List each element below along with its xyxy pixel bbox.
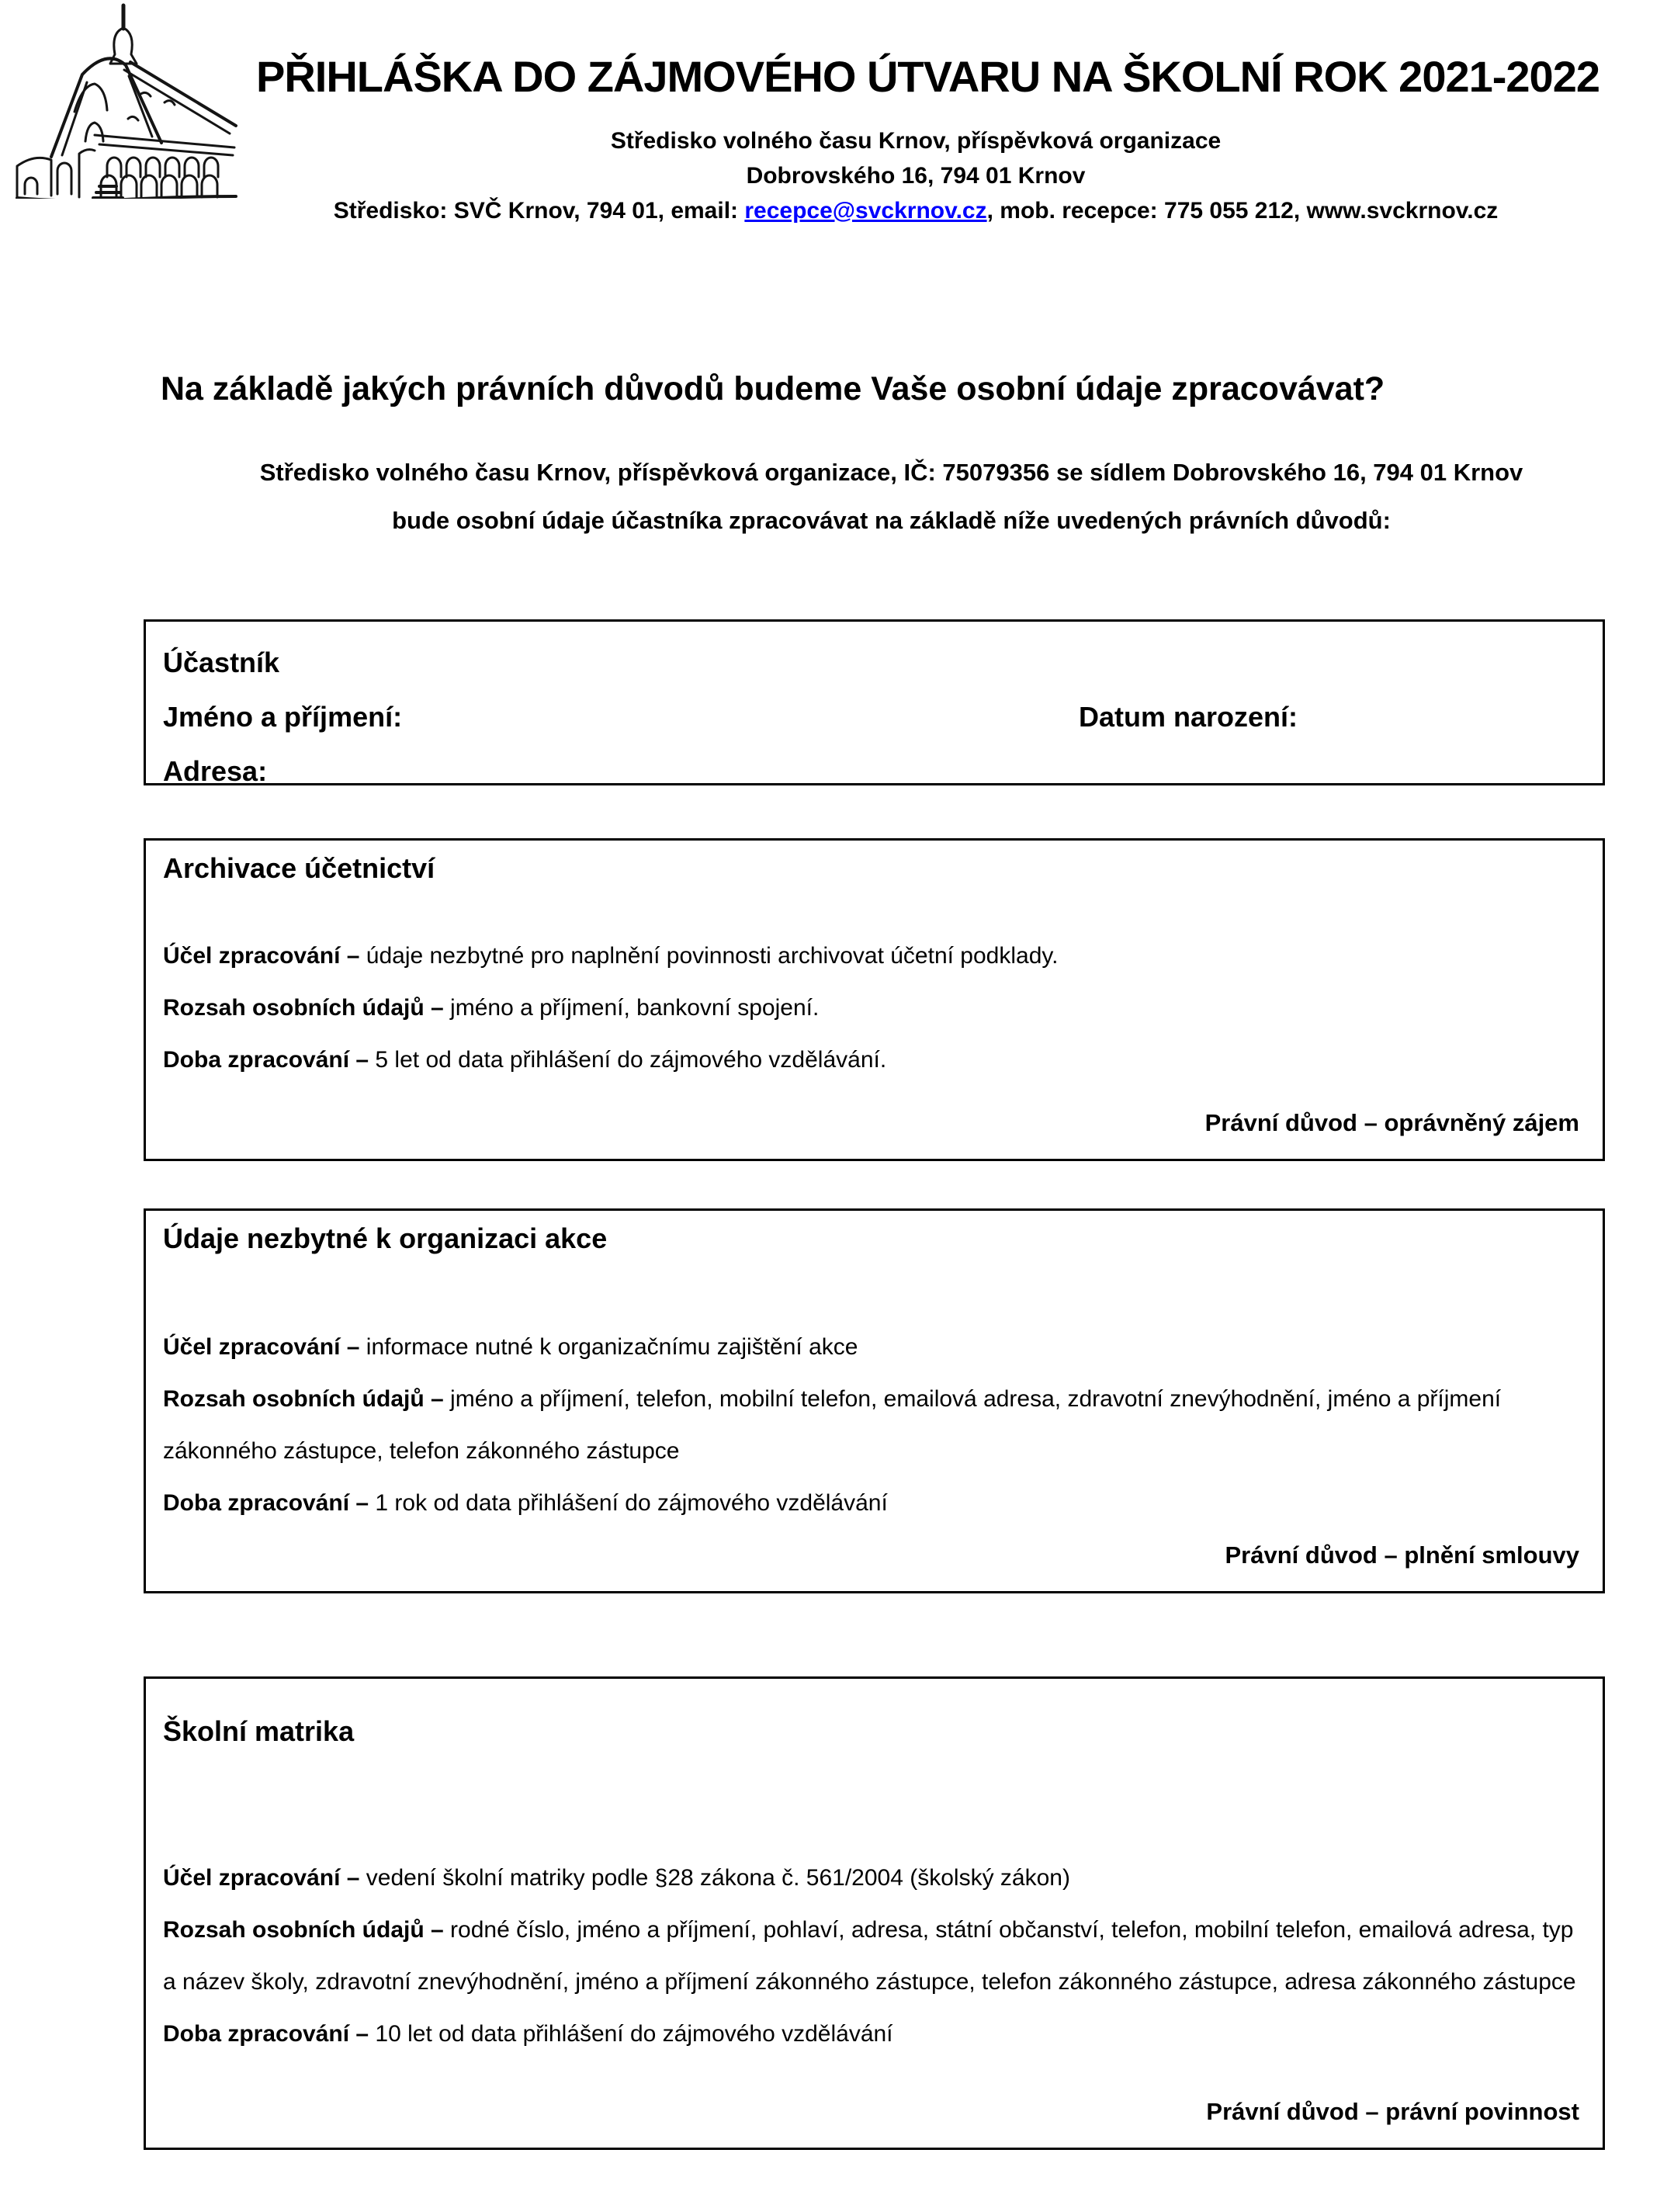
section-title: Archivace účetnictví — [163, 852, 435, 884]
section-body — [163, 930, 1579, 1086]
address-line: Dobrovského 16, 794 01 Krnov — [746, 163, 1086, 189]
contact-suffix: , mob. recepce: 775 055 212, www.svckrnov.cz — [986, 198, 1499, 224]
duration-label: Doba zpracování – — [163, 2021, 369, 2047]
section-body — [163, 1852, 1579, 2060]
section-box-archivace-ucetnictvi — [144, 838, 1605, 1161]
purpose-label: Účel zpracování – — [163, 943, 360, 969]
scope-row — [163, 982, 1579, 1034]
purpose-row — [163, 1321, 1579, 1373]
contact-line — [256, 197, 1575, 225]
legal-basis-line: Právní důvod – plnění smlouvy — [1225, 1541, 1579, 1569]
scope-text: jméno a příjmení, telefon, mobilní telefon, emailová adresa, zdravotní znevýhodnění, jméno a příjmení zákonného zástupce, telefon zákonného zástupce — [163, 1386, 1502, 1464]
document-title: PŘIHLÁŠKA DO ZÁJMOVÉHO ÚTVARU NA ŠKOLNÍ ROK 2021-2022 — [256, 52, 1599, 101]
legal-basis-question-heading: Na základě jakých právních důvodů budeme Vaše osobní údaje zpracovávat? — [161, 370, 1385, 407]
section-box-skolni-matrika — [144, 1676, 1605, 2150]
participant-name-row — [163, 690, 1579, 744]
contact-prefix: Středisko: SVČ Krnov, 794 01, email: — [333, 198, 745, 224]
purpose-row — [163, 930, 1579, 982]
duration-text: 5 let od data přihlášení do zájmového vzdělávání. — [369, 1047, 887, 1073]
section-title: Údaje nezbytné k organizaci akce — [163, 1222, 608, 1254]
birthdate-label: Datum narození: — [1079, 701, 1298, 733]
email-link[interactable]: recepce@svckrnov.cz — [744, 198, 987, 224]
intro-paragraph — [161, 449, 1622, 545]
duration-label: Doba zpracování – — [163, 1047, 369, 1073]
scope-row — [163, 1373, 1579, 1477]
duration-row — [163, 1477, 1579, 1529]
organization-line: Středisko volného času Krnov, příspěvková organizace — [610, 128, 1222, 154]
participant-address-row — [163, 744, 1579, 799]
duration-row — [163, 2008, 1579, 2060]
section-box-udaje-k-organizaci-akce — [144, 1208, 1605, 1593]
name-label: Jméno a příjmení: — [163, 701, 403, 733]
purpose-row — [163, 1852, 1579, 1904]
purpose-text: vedení školní matriky podle §28 zákona č. 561/2004 (školský zákon) — [359, 1865, 1070, 1891]
purpose-label: Účel zpracování – — [163, 1865, 360, 1891]
legal-basis-line: Právní důvod – oprávněný zájem — [1204, 1109, 1579, 1136]
document-header — [0, 0, 1674, 225]
purpose-text: údaje nezbytné pro naplnění povinnosti archivovat účetní podklady. — [359, 943, 1059, 969]
section-body — [163, 1321, 1579, 1529]
duration-row — [163, 1034, 1579, 1086]
duration-text: 10 let od data přihlášení do zájmového vzdělávání — [369, 2021, 893, 2047]
purpose-label: Účel zpracování – — [163, 1334, 360, 1360]
intro-paragraph-line1: Středisko volného času Krnov, příspěvková organizace, IČ: 75079356 se sídlem Dobrovského 16, 794 01 Krnov — [259, 459, 1523, 486]
scope-row — [163, 1904, 1579, 2008]
address-label: Adresa: — [163, 755, 268, 787]
participant-box-title: Účastník — [163, 647, 280, 678]
scope-text: rodné číslo, jméno a příjmení, pohlaví, adresa, státní občanství, telefon, mobilní telefon, emailová adresa, typ a název školy, zdravotní znevýhodnění, jméno a příjmení zákonného zástupce, telefon zákonného zástupce, adresa zákonného zástupce — [163, 1917, 1576, 1995]
scope-label: Rozsah osobních údajů – — [163, 1386, 444, 1412]
section-title: Školní matrika — [163, 1715, 355, 1747]
legal-basis-line: Právní důvod – právní povinnost — [1206, 2098, 1579, 2125]
header-text-block — [256, 0, 1599, 225]
scope-label: Rozsah osobních údajů – — [163, 1917, 444, 1943]
intro-paragraph-line2: bude osobní údaje účastníka zpracovávat na základě níže uvedených právních důvodů: — [392, 507, 1391, 534]
scope-label: Rozsah osobních údajů – — [163, 995, 444, 1021]
participant-box — [144, 619, 1605, 785]
svc-krnov-building-logo-icon — [8, 3, 244, 199]
purpose-text: informace nutné k organizačnímu zajištění akce — [359, 1334, 858, 1360]
duration-text: 1 rok od data přihlášení do zájmového vzdělávání — [369, 1490, 888, 1516]
duration-label: Doba zpracování – — [163, 1490, 369, 1516]
scope-text: jméno a příjmení, bankovní spojení. — [443, 995, 820, 1021]
